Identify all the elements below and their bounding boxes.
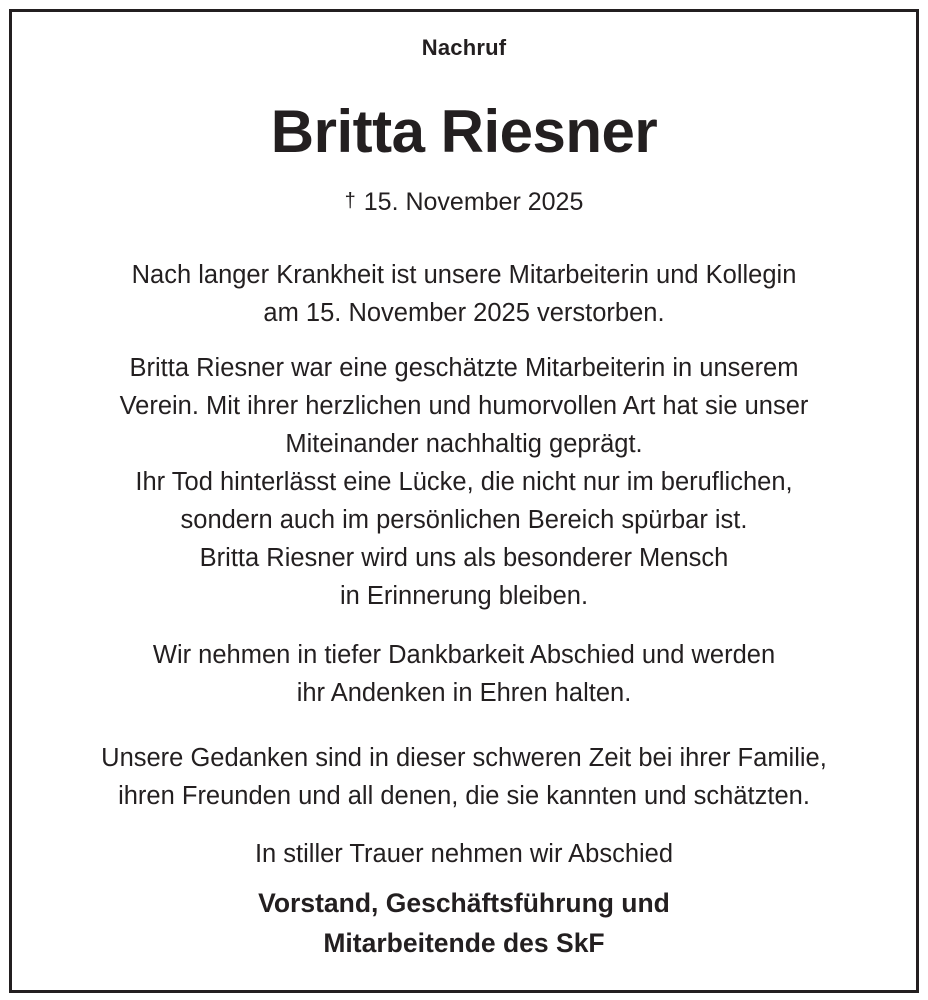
- notice-kicker: Nachruf: [421, 35, 507, 60]
- paragraph-mourning: [32, 835, 896, 873]
- text-line: Ihr Tod hinterlässt eine Lücke, die nicht nur im beruflichen,: [135, 468, 793, 496]
- death-date: 15. November 2025: [363, 188, 584, 216]
- text-line: Britta Riesner wird uns als besonderer Mensch: [199, 544, 729, 572]
- signature-line: Mitarbeitende des SkF: [323, 928, 605, 958]
- text-line: Britta Riesner war eine geschätzte Mitarbeiterin in unserem: [129, 354, 799, 382]
- text-line: Nach langer Krankheit ist unsere Mitarbeiterin und Kollegin: [131, 261, 797, 289]
- paragraph-farewell: [32, 636, 896, 712]
- text-line: ihren Freunden und all denen, die sie kannten und schätzten.: [118, 782, 810, 810]
- cross-icon: †: [344, 190, 356, 212]
- text-line: ihr Andenken in Ehren halten.: [296, 679, 632, 707]
- death-date-line: [12, 188, 916, 217]
- text-line: Verein. Mit ihrer herzlichen und humorvollen Art hat sie unser: [119, 392, 809, 420]
- paragraph-announcement: [32, 256, 896, 332]
- text-line: sondern auch im persönlichen Bereich spürbar ist.: [180, 506, 748, 534]
- signature: [12, 883, 916, 963]
- signature-line: Vorstand, Geschäftsführung und: [258, 888, 670, 918]
- notice-frame: [9, 9, 919, 993]
- paragraph-family: [32, 739, 896, 815]
- text-line: in Erinnerung bleiben.: [339, 582, 589, 610]
- text-line: Unsere Gedanken sind in dieser schweren Zeit bei ihrer Familie,: [101, 744, 827, 772]
- text-line: am 15. November 2025 verstorben.: [263, 299, 665, 327]
- text-line: Miteinander nachhaltig geprägt.: [285, 430, 643, 458]
- text-line: In stiller Trauer nehmen wir Abschied: [254, 840, 674, 868]
- deceased-name: Britta Riesner: [270, 98, 658, 165]
- text-line: Wir nehmen in tiefer Dankbarkeit Abschied und werden: [152, 641, 776, 669]
- paragraph-tribute: [32, 349, 896, 615]
